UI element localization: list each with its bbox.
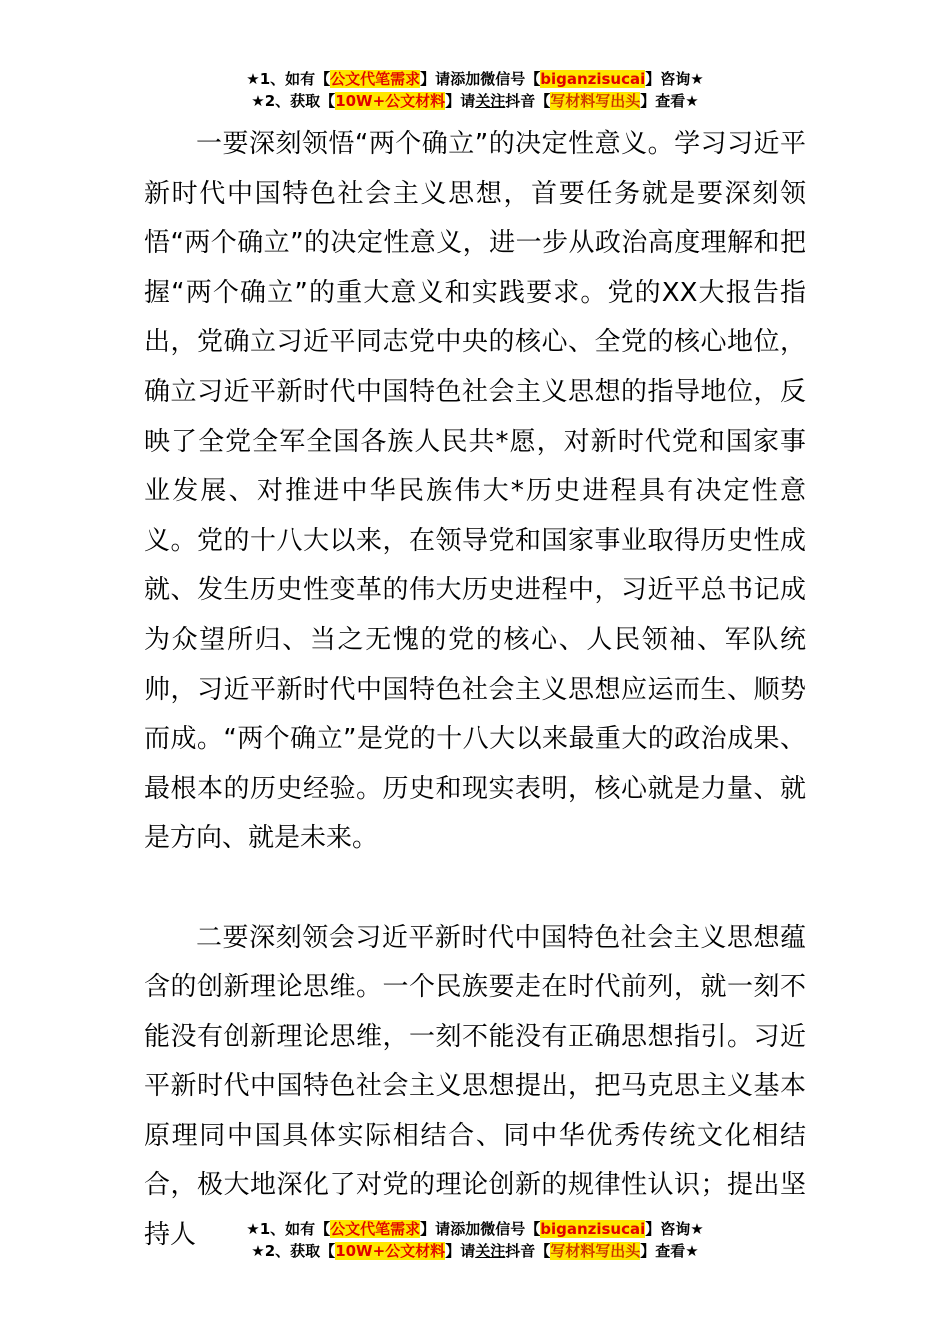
header-banner — [0, 68, 950, 112]
banner-highlight: 10W+公文材料 — [335, 1242, 446, 1260]
banner-douyin-id: 写材料写出头 — [550, 1242, 641, 1260]
banner-line-2: ★2、获取【10W+公文材料】请关注抖音【写材料写出头】查看★ — [251, 92, 699, 110]
banner-wechat-id: biganzisucai — [540, 70, 646, 88]
document-body — [144, 120, 806, 1261]
banner-douyin-id: 写材料写出头 — [550, 92, 641, 110]
paragraph-gap — [144, 864, 806, 914]
banner-highlight: 公文代笔需求 — [330, 70, 421, 88]
banner-line-2: ★2、获取【10W+公文材料】请关注抖音【写材料写出头】查看★ — [251, 1242, 699, 1260]
paragraph-2: 二要深刻领会习近平新时代中国特色社会主义思想蕴含的创新理论思维。一个民族要走在时代前列，就一刻不能没有创新理论思维，一刻不能没有正确思想指引。习近平新时代中国特色社会主义思想提出，把马克思主义基本原理同中国具体实际相结合、同中华优秀传统文化相结合，极大地深化了对党的理论创新的规律性认识；提出坚持人 — [144, 922, 806, 1251]
banner-highlight: 10W+公文材料 — [335, 92, 446, 110]
banner-highlight: 公文代笔需求 — [330, 1220, 421, 1238]
footer-banner — [0, 1218, 950, 1262]
paragraph-1: 一要深刻领悟“两个确立”的决定性意义。学习习近平新时代中国特色社会主义思想，首要任务就是要深刻领悟“两个确立”的决定性意义，进一步从政治高度理解和把握“两个确立”的重大意义和实践要求。党的XX大报告指出，党确立习近平同志党中央的核心、全党的核心地位，确立习近平新时代中国特色社会主义思想的指导地位，反映了全党全军全国各族人民共*愿，对新时代党和国家事业发展、对推进中华民族伟大*历史进程具有决定性意义。党的十八大以来，在领导党和国家事业取得历史性成就、发生历史性变革的伟大历史进程中，习近平总书记成为众望所归、当之无愧的党的核心、人民领袖、军队统帅，习近平新时代中国特色社会主义思想应运而生、顺势而成。“两个确立”是党的十八大以来最重大的政治成果、最根本的历史经验。历史和现实表明，核心就是力量、就是方向、就是未来。 — [144, 129, 806, 854]
banner-line-1: ★1、如有【公文代笔需求】请添加微信号【biganzisucai】咨询★ — [246, 1220, 704, 1238]
banner-line-1: ★1、如有【公文代笔需求】请添加微信号【biganzisucai】咨询★ — [246, 70, 704, 88]
banner-wechat-id: biganzisucai — [540, 1220, 646, 1238]
